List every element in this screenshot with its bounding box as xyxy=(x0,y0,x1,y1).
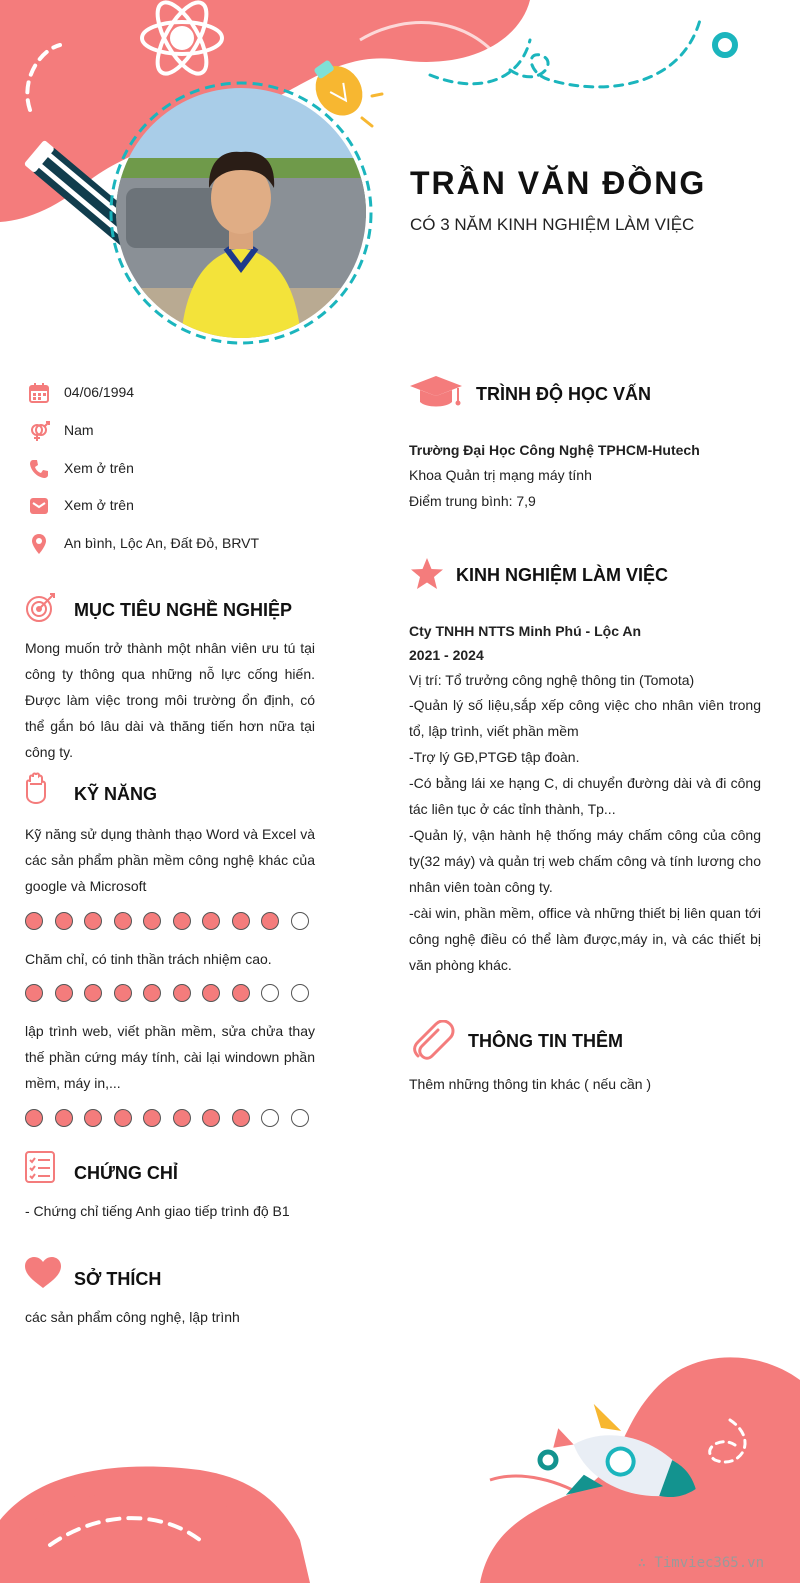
fist-icon xyxy=(24,772,48,804)
experience-position: Vị trí: Tổ trưởng công nghệ thông tin (Tomota) xyxy=(409,672,695,688)
skill-text-3: lập trình web, viết phần mềm, sửa chửa thay thế phần cứng máy tính, cài lại windown phần mềm, máy in,... xyxy=(25,1023,315,1091)
rating-dot-filled xyxy=(84,1109,102,1127)
calendar-icon xyxy=(28,382,50,404)
rating-dot-filled xyxy=(84,984,102,1002)
education-gpa: Điểm trung bình: 7,9 xyxy=(409,493,536,509)
skills-title: KỸ NĂNG xyxy=(74,784,158,804)
rating-dot-filled xyxy=(202,1109,220,1127)
address-text: An bình, Lộc An, Đất Đỏ, BRVT xyxy=(64,535,260,551)
phone-text: Xem ở trên xyxy=(64,460,134,476)
candidate-name: TRẦN VĂN ĐỒNG xyxy=(410,165,707,201)
rating-dot-filled xyxy=(173,1109,191,1127)
rating-dot-filled xyxy=(143,984,161,1002)
hobbies-title: SỞ THÍCH xyxy=(74,1269,162,1289)
education-major: Khoa Quản trị mạng máy tính xyxy=(409,467,592,483)
rating-dot-filled xyxy=(143,1109,161,1127)
skill-rating-1 xyxy=(25,912,325,936)
rating-dot-filled xyxy=(173,984,191,1002)
email-icon xyxy=(28,495,50,517)
location-icon xyxy=(28,533,50,555)
certificates-title: CHỨNG CHỈ xyxy=(74,1163,178,1183)
rating-dot-filled xyxy=(261,912,279,930)
skill-text-2: Chăm chỉ, có tinh thần trách nhiệm cao. xyxy=(25,951,272,967)
contact-email xyxy=(28,493,358,521)
rating-dot-filled xyxy=(232,984,250,1002)
objective-text: Mong muốn trở thành một nhân viên ưu tú tại công ty thông qua những nỗ lực cống hiến. Được làm việc trong môi trường ổn định, có thể gắn bó lâu dài và thăng tiến hơn nữa tại công ty. xyxy=(25,640,315,760)
birthdate-text: 04/06/1994 xyxy=(64,384,135,400)
phone-icon xyxy=(28,458,50,480)
skill-text-1: Kỹ năng sử dụng thành thạo Word và Excel và các sản phẩm phần mềm công nghệ khác của google và Microsoft xyxy=(25,826,315,894)
avatar xyxy=(108,80,374,346)
rating-dot-filled xyxy=(202,912,220,930)
rating-dot-filled xyxy=(232,1109,250,1127)
email-text: Xem ở trên xyxy=(64,497,134,513)
rating-dot-empty xyxy=(261,1109,279,1127)
education-title: TRÌNH ĐỘ HỌC VẤN xyxy=(476,384,651,404)
contact-address xyxy=(28,531,358,559)
contact-birthdate xyxy=(28,380,358,408)
paperclip-icon xyxy=(410,1020,456,1062)
experience-period: 2021 - 2024 xyxy=(409,647,484,663)
rating-dot-filled xyxy=(25,984,43,1002)
rating-dot-filled xyxy=(84,912,102,930)
graduation-cap-icon xyxy=(408,374,464,412)
rating-dot-filled xyxy=(114,912,132,930)
contact-phone xyxy=(28,456,358,484)
education-school: Trường Đại Học Công Nghệ TPHCM-Hutech xyxy=(409,442,700,458)
extra-title: THÔNG TIN THÊM xyxy=(468,1031,623,1051)
rating-dot-empty xyxy=(261,984,279,1002)
hobbies-text: các sản phẩm công nghệ, lập trình xyxy=(25,1309,240,1325)
experience-description: -Quản lý số liệu,sắp xếp công việc cho nhân viên trong tổ, lập trình, viết phần mềm -Trợ lý GĐ,PTGĐ tập đoàn. -Có bằng lái xe hạng C, di chuyển đường dài và đi công tác liên tục ở các tỉnh thành, Tp... -Quản lý, vận hành hệ thống máy chấm công của công ty(32 máy) và quản trị web chấm công và tính lương cho nhân viên toàn công ty. -cài win, phần mềm, office và những thiết bị liên quan tới công nghệ điều có thể làm được,máy in, và các thiết bị văn phòng khác. xyxy=(409,697,761,973)
gender-text: Nam xyxy=(64,422,94,438)
rating-dot-filled xyxy=(55,1109,73,1127)
rating-dot-filled xyxy=(25,1109,43,1127)
star-icon xyxy=(410,557,444,591)
rating-dot-filled xyxy=(25,912,43,930)
rating-dot-filled xyxy=(55,912,73,930)
checklist-icon xyxy=(24,1150,56,1184)
heart-icon xyxy=(24,1256,62,1290)
extra-text: Thêm những thông tin khác ( nếu cần ) xyxy=(409,1076,652,1092)
profile-photo xyxy=(116,88,366,338)
skill-rating-2 xyxy=(25,984,325,1008)
skill-rating-3 xyxy=(25,1109,325,1133)
rating-dot-filled xyxy=(173,912,191,930)
contact-gender xyxy=(28,418,358,446)
rating-dot-empty xyxy=(291,984,309,1002)
rating-dot-filled xyxy=(143,912,161,930)
rating-dot-filled xyxy=(55,984,73,1002)
watermark: ∴ Timviec365.vn xyxy=(637,1555,764,1571)
objective-title: MỤC TIÊU NGHỀ NGHIỆP xyxy=(74,600,293,620)
rating-dot-filled xyxy=(232,912,250,930)
rating-dot-empty xyxy=(291,1109,309,1127)
gender-icon xyxy=(28,420,50,442)
rating-dot-empty xyxy=(291,912,309,930)
target-icon xyxy=(24,590,58,624)
experience-title: KINH NGHIỆM LÀM VIỆC xyxy=(456,565,669,585)
experience-company: Cty TNHH NTTS Minh Phú - Lộc An xyxy=(409,623,642,639)
certificates-text: - Chứng chỉ tiếng Anh giao tiếp trình độ B1 xyxy=(25,1203,290,1219)
rating-dot-filled xyxy=(114,984,132,1002)
rating-dot-filled xyxy=(202,984,220,1002)
rating-dot-filled xyxy=(114,1109,132,1127)
candidate-subtitle: CÓ 3 NĂM KINH NGHIỆM LÀM VIỆC xyxy=(410,215,695,234)
